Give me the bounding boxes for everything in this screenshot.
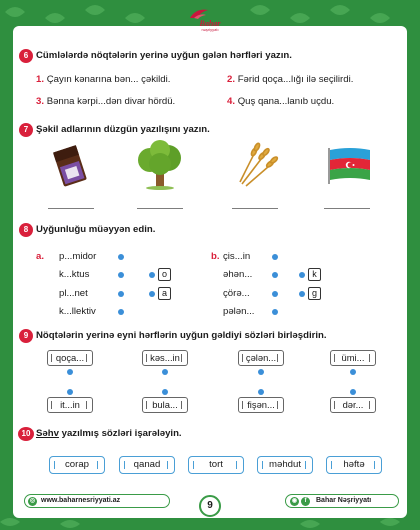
letter-box-g: g: [308, 287, 321, 300]
match-dot[interactable]: [299, 272, 305, 278]
word-box-top: kəs...in: [142, 350, 188, 366]
connect-dot[interactable]: [162, 389, 168, 395]
b-word-4: pələn...: [223, 306, 255, 317]
logo-subtitle: nəşriyyatı: [201, 27, 219, 32]
facebook-icon: f: [301, 497, 310, 506]
match-dot[interactable]: [118, 254, 124, 260]
section-9-title: 9 Nöqtələrin yerinə eyni hərflərin uyğun gəldiyi sözləri birləşdirin.: [36, 330, 327, 341]
match-dot[interactable]: [118, 309, 124, 315]
match-dot[interactable]: [149, 291, 155, 297]
answer-line-1[interactable]: [48, 208, 94, 209]
tree-icon: [132, 140, 188, 190]
match-dot[interactable]: [272, 291, 278, 297]
website-link[interactable]: ◎ www.baharnesriyyati.az: [24, 494, 170, 508]
instagram-icon: ◉: [291, 498, 298, 504]
a-word-3: pl...net: [59, 288, 88, 299]
chocolate-icon: [50, 144, 90, 188]
word-box-bottom: dər...: [330, 397, 376, 413]
connect-dot[interactable]: [258, 389, 264, 395]
match-dot[interactable]: [272, 254, 278, 260]
word-box-top: qoça...: [47, 350, 93, 366]
section-6-title: 6 Cümlələrdə nöqtələrin yerinə uyğun gələn hərfləri yazın.: [36, 50, 292, 61]
word-option[interactable]: həftə: [326, 456, 382, 474]
b-word-2: əhən...: [223, 269, 253, 280]
answer-line-3[interactable]: [232, 208, 278, 209]
sentence-3: 3. Bənna kərpi...dən divar hördü.: [36, 96, 176, 107]
social-link[interactable]: ◉ f Bahar Nəşriyyatı: [285, 494, 399, 508]
letter-box-o: o: [158, 268, 171, 281]
section-number: 8: [19, 223, 33, 237]
match-dot[interactable]: [149, 272, 155, 278]
word-box-bottom: bula...: [142, 397, 188, 413]
azerbaijan-flag-icon: [326, 146, 372, 184]
sentence-4: 4. Quş qana...lanıb uçdu.: [227, 96, 335, 107]
answer-line-2[interactable]: [137, 208, 183, 209]
answer-line-4[interactable]: [324, 208, 370, 209]
connect-dot[interactable]: [162, 369, 168, 375]
letter-box-k: k: [308, 268, 321, 281]
word-option[interactable]: qanad: [119, 456, 175, 474]
group-b-label: b.: [211, 251, 220, 262]
section-number: 7: [19, 123, 33, 137]
sentence-1: 1. Çayın kənarına bən... çəkildi.: [36, 74, 171, 85]
match-dot[interactable]: [272, 272, 278, 278]
a-word-4: k...llektiv: [59, 306, 96, 317]
match-dot[interactable]: [118, 291, 124, 297]
word-box-bottom: fişən...: [238, 397, 284, 413]
section-number: 6: [19, 49, 33, 63]
section-number: 10: [18, 427, 34, 441]
page-number: 9: [199, 495, 221, 517]
word-box-bottom: it...in: [47, 397, 93, 413]
connect-dot[interactable]: [67, 369, 73, 375]
connect-dot[interactable]: [350, 369, 356, 375]
b-word-3: çörə...: [223, 288, 250, 299]
word-option[interactable]: tort: [188, 456, 244, 474]
wheat-icon: [232, 142, 282, 188]
match-dot[interactable]: [272, 309, 278, 315]
publisher-logo: [188, 8, 232, 36]
sentence-2: 2. Fərid qoça...lığı ilə seçilirdi.: [227, 74, 354, 85]
section-10-title: 10 Səhv yazılmış sözləri işarələyin.: [36, 428, 182, 439]
match-dot[interactable]: [118, 272, 124, 278]
connect-dot[interactable]: [258, 369, 264, 375]
section-8-title: 8 Uyğunluğu müəyyən edin.: [36, 224, 155, 235]
section-number: 9: [19, 329, 33, 343]
section-7-title: 7 Şəkil adlarının düzgün yazılışını yazın.: [36, 124, 210, 135]
match-dot[interactable]: [299, 291, 305, 297]
globe-icon: ◎: [29, 498, 36, 504]
word-option[interactable]: corap: [49, 456, 105, 474]
a-word-1: p...midor: [59, 251, 97, 262]
b-word-1: çis...in: [223, 251, 251, 262]
a-word-2: k...ktus: [59, 269, 90, 280]
group-a-label: a.: [36, 251, 45, 262]
logo-name: Bahar: [199, 19, 221, 28]
word-box-top: ümi...: [330, 350, 376, 366]
word-box-top: çələn...: [238, 350, 284, 366]
connect-dot[interactable]: [67, 389, 73, 395]
letter-box-a: a: [158, 287, 171, 300]
connect-dot[interactable]: [350, 389, 356, 395]
word-option[interactable]: məhdut: [257, 456, 313, 474]
